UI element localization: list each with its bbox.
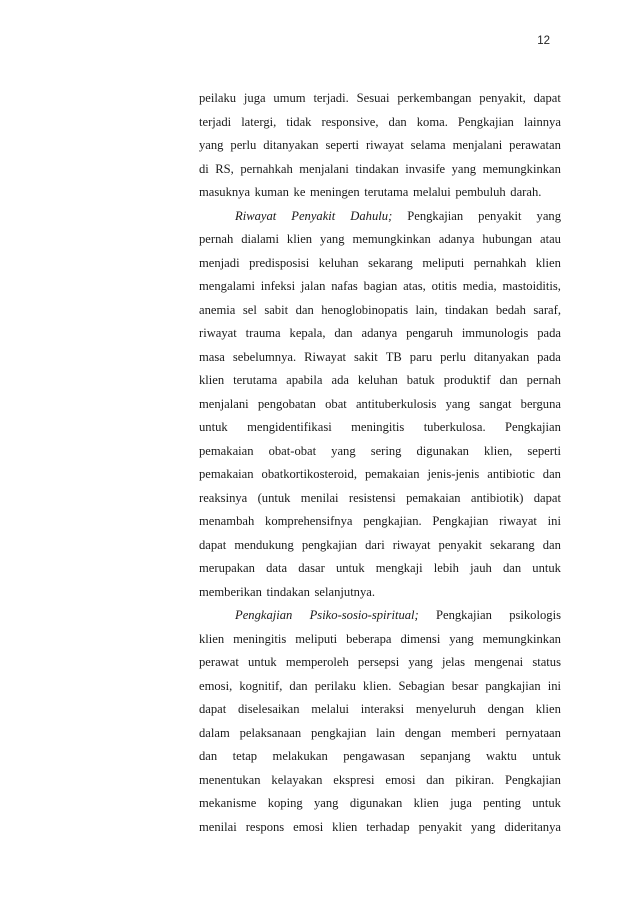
- word: Pengkajian: [504, 420, 561, 434]
- word: seperti: [325, 138, 360, 152]
- word: digunakan: [416, 443, 469, 458]
- word: meningitis: [233, 631, 287, 646]
- word: pernahkah: [473, 255, 527, 270]
- word: untuk: [199, 420, 228, 434]
- text-line: [199, 299, 561, 323]
- word: sebelumnya.: [232, 349, 297, 364]
- word: pernah: [199, 232, 234, 246]
- word: kelayakan: [271, 772, 323, 787]
- word: menentukan: [199, 772, 261, 787]
- word: peilaku: [199, 91, 237, 105]
- word: Pengkajian: [504, 772, 561, 787]
- word: mastoiditis,: [502, 279, 561, 293]
- word: koping: [267, 796, 303, 810]
- word: digunakan: [349, 796, 403, 810]
- word: pernahkah: [240, 161, 293, 176]
- word: di: [199, 161, 209, 176]
- text-line: [199, 111, 561, 135]
- word: besar: [451, 678, 479, 693]
- word: ke: [293, 185, 306, 199]
- word: sabit: [264, 302, 289, 317]
- word: klien: [332, 819, 358, 834]
- word: pemakaian: [406, 490, 461, 505]
- word: lain: [376, 725, 396, 740]
- text-line: [199, 393, 561, 417]
- word: dan: [542, 467, 561, 481]
- word: menyeluruh: [415, 702, 476, 716]
- word: adanya: [438, 232, 475, 246]
- body-text: [199, 87, 561, 839]
- word: atau: [539, 232, 561, 246]
- word: beberapa: [346, 631, 392, 646]
- word: komprehensifnya: [265, 514, 353, 528]
- word: mengalami: [199, 279, 255, 293]
- word: diselesaikan: [237, 702, 300, 716]
- word: infeksi: [260, 279, 296, 293]
- word: dari: [365, 537, 385, 552]
- word: memperoleh: [285, 655, 349, 669]
- word: pangkajian: [485, 678, 541, 693]
- word: riwayat: [499, 514, 537, 528]
- word: lainnya: [523, 114, 561, 129]
- word: dengan: [404, 725, 442, 740]
- word: keluhan: [318, 255, 359, 270]
- word: waktu: [486, 749, 517, 763]
- word: Sesuai: [356, 91, 390, 105]
- word: bagian: [363, 279, 398, 293]
- word: dan: [426, 772, 445, 787]
- word: tindakan: [444, 302, 489, 317]
- text-line: [199, 275, 561, 299]
- text-line: [199, 792, 561, 816]
- word: RS,: [215, 161, 234, 176]
- word: menjalani: [299, 161, 349, 176]
- word: obat: [325, 396, 347, 411]
- italic-word: Riwayat: [235, 208, 277, 223]
- word: ekspresi: [333, 772, 375, 787]
- word: penting: [483, 796, 521, 810]
- word: kepala,: [289, 326, 326, 340]
- word: data: [266, 561, 288, 575]
- italic-word: Dahulu;: [350, 208, 393, 223]
- word: melalui: [412, 185, 451, 199]
- word: penyakit: [478, 208, 522, 223]
- word: riwayat: [365, 138, 404, 152]
- word: meningitis: [351, 420, 405, 434]
- text-line: [199, 205, 561, 229]
- text-line: [199, 87, 561, 111]
- word: obatkortikosteroid,: [261, 467, 358, 481]
- word: produktif: [443, 373, 491, 387]
- word: untuk: [335, 561, 365, 575]
- word: invasife: [405, 161, 446, 176]
- word: bedah: [495, 302, 526, 317]
- word: dapat: [199, 702, 227, 716]
- word: menjalani: [199, 396, 249, 411]
- word: dan: [499, 373, 518, 387]
- word: yang: [451, 161, 477, 176]
- word: meliputi: [295, 631, 338, 646]
- word: selanjutnya.: [314, 584, 376, 599]
- word: ditanyakan: [263, 138, 319, 152]
- page-number: 12: [537, 35, 550, 47]
- word: perkembangan: [397, 91, 472, 105]
- word: mengkaji: [375, 561, 423, 575]
- word: yang: [320, 232, 345, 246]
- word: perilaku: [314, 678, 356, 693]
- word: terutama: [364, 185, 409, 199]
- word: darah.: [510, 185, 542, 199]
- word: pernyataan: [505, 725, 561, 740]
- text-line: [199, 722, 561, 746]
- word: otitis: [431, 279, 457, 293]
- word: klien: [199, 373, 225, 387]
- word: lebih: [433, 561, 459, 575]
- word: atas,: [403, 279, 426, 293]
- text-line: [199, 252, 561, 276]
- word: henoglobinopatis: [321, 302, 408, 317]
- word: lain,: [415, 302, 438, 317]
- word: ini: [547, 514, 561, 528]
- word: melalui: [311, 702, 350, 716]
- word: sekarang: [489, 537, 535, 552]
- word: memberi: [451, 725, 496, 740]
- word: klien: [286, 232, 313, 246]
- word: mekanisme: [199, 796, 257, 810]
- word: pernah: [526, 373, 561, 387]
- word: pengawasan: [343, 749, 405, 763]
- word: obat-obat: [268, 443, 317, 458]
- word: tetap: [232, 749, 258, 763]
- word: Sebagian: [398, 678, 445, 693]
- word: dan: [295, 302, 314, 317]
- word: sangat: [479, 396, 512, 411]
- word: dialami: [241, 232, 279, 246]
- word: meliputi: [422, 255, 465, 270]
- text-line: [199, 463, 561, 487]
- text-line: [199, 581, 561, 605]
- text-line: [199, 181, 561, 205]
- word: responsive,: [321, 114, 379, 129]
- word: tidak: [286, 114, 312, 129]
- word: memungkinkan: [352, 232, 431, 246]
- text-line: [199, 651, 561, 675]
- word: juga: [243, 91, 266, 105]
- word: emosi: [385, 772, 416, 787]
- word: pada: [537, 326, 561, 340]
- word: yang: [470, 819, 496, 834]
- word: pembuluh: [455, 185, 506, 199]
- word: dengan: [487, 702, 525, 716]
- word: dapat: [533, 91, 561, 105]
- word: dasar: [298, 561, 325, 575]
- word: pemakaian: [199, 443, 254, 458]
- text-line: [199, 487, 561, 511]
- word: psikologis: [509, 608, 561, 622]
- word: masa: [199, 349, 225, 364]
- word: mengidentifikasi: [247, 420, 332, 434]
- text-line: [199, 698, 561, 722]
- word: dapat: [533, 490, 561, 505]
- word: masuknya: [199, 185, 251, 199]
- word: memungkinkan: [482, 631, 561, 646]
- word: dan: [502, 561, 522, 575]
- text-line: [199, 675, 561, 699]
- word: dideritanya: [504, 819, 561, 834]
- word: pengobatan: [257, 396, 316, 411]
- word: perlu: [230, 138, 257, 152]
- word: tuberkulosa.: [423, 420, 486, 434]
- word: terutama: [233, 373, 278, 387]
- word: untuk: [532, 796, 561, 810]
- word: pada: [537, 349, 561, 364]
- word: merupakan: [199, 561, 255, 575]
- word: kognitif,: [239, 678, 283, 693]
- word: sekarang: [368, 255, 413, 270]
- word: hubungan: [482, 232, 533, 246]
- text-line: [199, 416, 561, 440]
- text-line: [199, 228, 561, 252]
- word: meningen: [310, 185, 360, 199]
- word: TB: [385, 349, 402, 364]
- word: antituberkulosis: [355, 396, 437, 411]
- word: yang: [408, 655, 433, 669]
- word: selama: [410, 138, 446, 152]
- text-line: [199, 369, 561, 393]
- word: emosi: [293, 819, 324, 834]
- word: Pengkajian: [457, 114, 514, 129]
- word: status: [532, 655, 561, 669]
- word: Pengkajian: [407, 208, 464, 223]
- word: pengaruh: [406, 326, 453, 340]
- word: terhadap: [366, 819, 410, 834]
- text-line: [199, 745, 561, 769]
- word: seperti: [527, 443, 561, 458]
- word: sakit: [354, 349, 378, 364]
- word: emosi,: [199, 678, 233, 693]
- word: menilai: [199, 819, 237, 834]
- word: klien: [413, 796, 439, 810]
- word: yang: [445, 396, 471, 411]
- italic-word: Psiko-sosio-spiritual;: [309, 608, 419, 622]
- word: juga: [450, 796, 472, 810]
- word: kuman: [254, 185, 289, 199]
- word: umum: [273, 91, 306, 105]
- word: saraf,: [533, 302, 561, 317]
- text-line: [199, 534, 561, 558]
- word: terjadi.: [313, 91, 349, 105]
- word: jalan: [300, 279, 326, 293]
- word: media,: [462, 279, 497, 293]
- word: terjadi: [199, 114, 232, 129]
- word: immunologis: [461, 326, 529, 340]
- word: penyakit,: [479, 91, 526, 105]
- word: pengkajian: [311, 725, 367, 740]
- word: pemakaian: [364, 467, 420, 481]
- text-line: [199, 628, 561, 652]
- word: yang: [331, 443, 356, 458]
- word: dan: [289, 678, 308, 693]
- word: ini: [547, 678, 561, 693]
- word: antibiotik): [470, 490, 524, 505]
- word: koma.: [416, 114, 448, 129]
- word: reaksinya: [199, 490, 248, 505]
- word: sepanjang: [420, 749, 471, 763]
- word: Riwayat: [304, 349, 347, 364]
- word: menambah: [199, 514, 255, 528]
- word: interaksi: [360, 702, 405, 716]
- word: dapat: [199, 537, 227, 552]
- word: penyakit: [418, 819, 462, 834]
- word: tindakan: [355, 161, 399, 176]
- word: dan: [388, 114, 407, 129]
- word: memungkinkan: [482, 161, 561, 176]
- word: pelaksanaan: [239, 725, 302, 740]
- word: menjalani: [452, 138, 503, 152]
- word: tindakan: [266, 584, 310, 599]
- word: predisposisi: [249, 255, 310, 270]
- word: menilai: [300, 490, 339, 505]
- italic-word: Penyakit: [291, 208, 336, 223]
- text-line: [199, 510, 561, 534]
- word: klien: [535, 255, 561, 270]
- word: memberikan: [199, 584, 262, 599]
- text-line: [199, 557, 561, 581]
- word: perlu: [440, 349, 466, 364]
- word: jauh: [470, 561, 492, 575]
- text-line: [199, 322, 561, 346]
- word: Pengkajian: [435, 608, 492, 622]
- word: trauma: [245, 326, 281, 340]
- word: latergi,: [241, 114, 277, 129]
- word: yang: [449, 631, 474, 646]
- word: mendukung: [234, 537, 294, 552]
- word: melakukan: [272, 749, 328, 763]
- word: untuk: [532, 561, 561, 575]
- word: ditanyakan: [473, 349, 530, 364]
- word: Pengkajian: [432, 514, 489, 528]
- word: dalam: [199, 725, 230, 740]
- word: penyakit: [438, 537, 482, 552]
- word: dimensi: [400, 631, 441, 646]
- word: menjadi: [199, 255, 240, 270]
- word: yang: [314, 796, 339, 810]
- word: ada: [331, 373, 349, 387]
- text-line: [199, 440, 561, 464]
- word: untuk: [532, 749, 561, 763]
- word: pengkajian.: [363, 514, 422, 528]
- text-line: [199, 134, 561, 158]
- word: anemia: [199, 302, 236, 317]
- word: respons: [245, 819, 285, 834]
- word: jelas: [441, 655, 466, 669]
- word: yang: [199, 138, 224, 152]
- word: batuk: [406, 373, 435, 387]
- word: pikiran.: [455, 772, 495, 787]
- word: pemakaian: [199, 467, 254, 481]
- text-line: [199, 769, 561, 793]
- word: sel: [242, 302, 257, 317]
- word: nafas: [331, 279, 358, 293]
- word: adanya: [361, 326, 398, 340]
- word: (untuk: [257, 490, 291, 505]
- word: dan: [334, 326, 353, 340]
- word: persepsi: [357, 655, 400, 669]
- word: berguna: [520, 396, 561, 411]
- word: dan: [199, 749, 218, 763]
- word: sering: [370, 443, 402, 458]
- word: keluhan: [357, 373, 398, 387]
- word: antibiotic: [487, 467, 535, 481]
- text-line: [199, 346, 561, 370]
- word: perawatan: [509, 138, 561, 152]
- word: perawat: [199, 655, 239, 669]
- word: apabila: [286, 373, 323, 387]
- word: pengkajian: [301, 537, 358, 552]
- word: resistensi: [348, 490, 396, 505]
- word: dan: [542, 537, 561, 552]
- word: klien: [199, 631, 225, 646]
- italic-word: Pengkajian: [235, 608, 293, 622]
- word: paru: [409, 349, 433, 364]
- text-line: [199, 816, 561, 840]
- word: riwayat: [199, 326, 237, 340]
- word: mengenai: [474, 655, 524, 669]
- word: klien: [535, 702, 561, 716]
- word: yang: [536, 208, 561, 223]
- word: klien.: [363, 678, 392, 693]
- word: riwayat: [392, 537, 431, 552]
- word: jenis-jenis: [427, 467, 480, 481]
- word: klien,: [484, 443, 513, 458]
- word: untuk: [248, 655, 277, 669]
- text-line: [199, 604, 561, 628]
- text-line: [199, 158, 561, 182]
